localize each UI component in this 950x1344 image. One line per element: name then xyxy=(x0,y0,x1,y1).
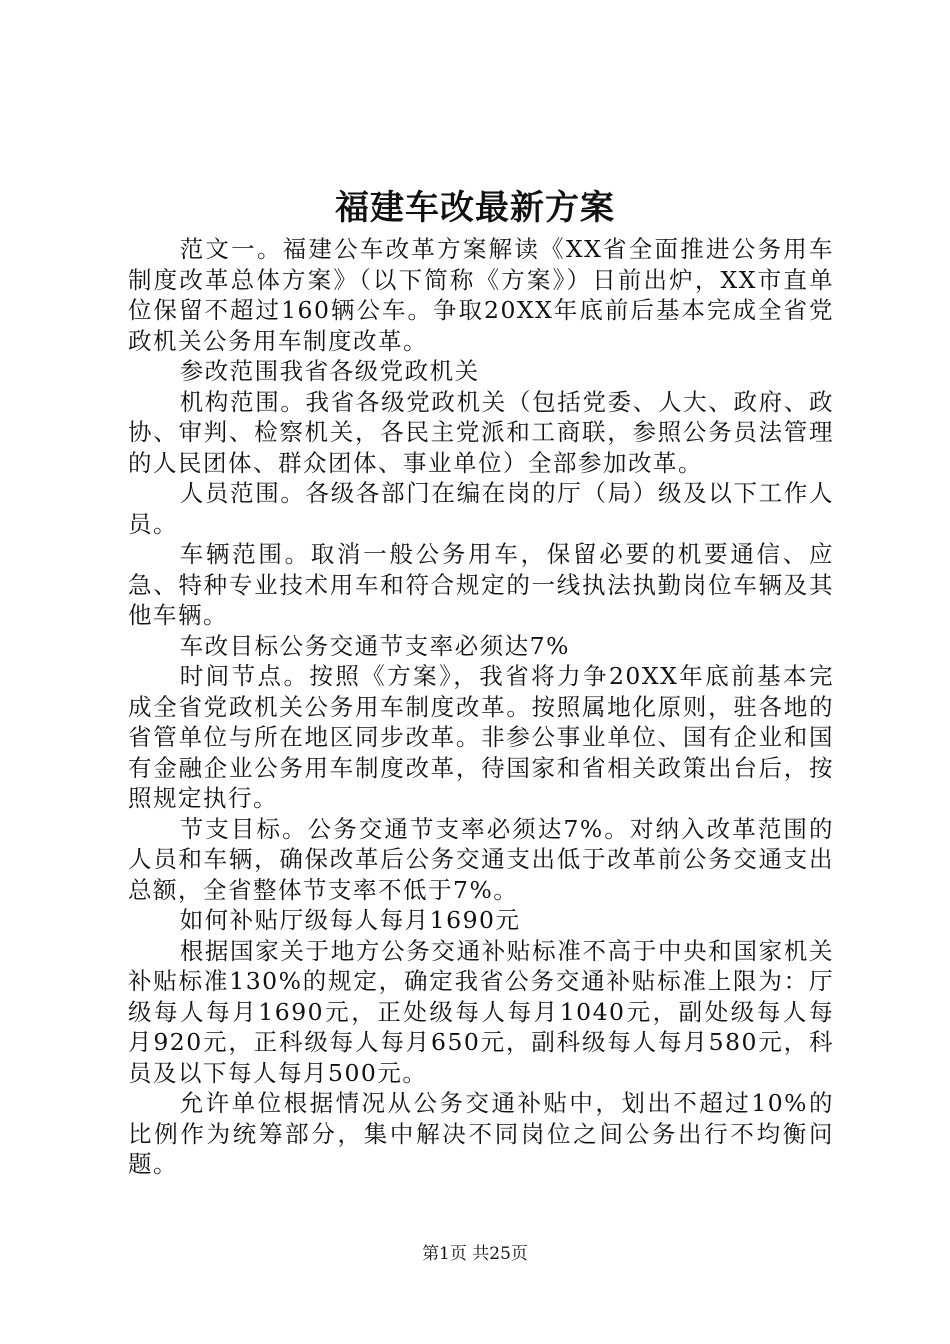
paragraph: 如何补贴厅级每人每月1690元 xyxy=(179,906,521,934)
paragraph: 参改范围我省各级党政机关 xyxy=(179,357,480,385)
paragraph: 允许单位根据情况从公务交通补贴中，划出不超过10%的比例作为统筹部分，集中解决不同岗位之间公务出行不均衡问题。 xyxy=(128,1089,834,1178)
paragraph: 人员范围。各级各部门在编在岗的厅（局）级及以下工作人员。 xyxy=(128,479,834,538)
paragraph: 节支目标。公务交通节支率必须达7%。对纳入改革范围的人员和车辆，确保改革后公务交通支出低于改革前公务交通支出总额，全省整体节支率不低于7%。 xyxy=(128,814,834,904)
paragraph: 时间节点。按照《方案》，我省将力争20XX年底前基本完成全省党政机关公务用车制度改革。按照属地化原则，驻各地的省管单位与所在地区同步改革。非参公事业单位、国有企业和国有金融企业公务用车制度改革，待国家和省相关政策出台后，按照规定执行。 xyxy=(128,662,834,812)
paragraph: 车辆范围。取消一般公务用车，保留必要的机要通信、应急、特种专业技术用车和符合规定的一线执法执勤岗位车辆及其他车辆。 xyxy=(128,540,834,629)
paragraph: 车改目标公务交通节支率必须达7% xyxy=(179,631,570,660)
paragraph: 机构范围。我省各级党政机关（包括党委、人大、政府、政协、审判、检察机关，各民主党派和工商联，参照公务员法管理的人民团体、群众团体、事业单位）全部参加改革。 xyxy=(128,387,834,477)
paragraph: 范文一。福建公车改革方案解读《XX省全面推进公务用车制度改革总体方案》（以下简称《方案》）日前出炉，XX市直单位保留不超过160辆公车。争取20XX年底前后基本完成全省党政机关公务用车制度改革。 xyxy=(128,235,834,355)
document-title: 福建车改最新方案 xyxy=(335,188,615,228)
document-body xyxy=(128,234,834,1180)
page-number: 第1页 共25页 xyxy=(422,1244,528,1264)
paragraph: 根据国家关于地方公务交通补贴标准不高于中央和国家机关补贴标准130%的规定，确定我省公务交通补贴标准上限为：厅级每人每月1690元，正处级每人每月1040元，副处级每人每月920元，正科级每人每月650元，副科级每人每月580元，科员及以下每人每月500元。 xyxy=(128,936,834,1087)
